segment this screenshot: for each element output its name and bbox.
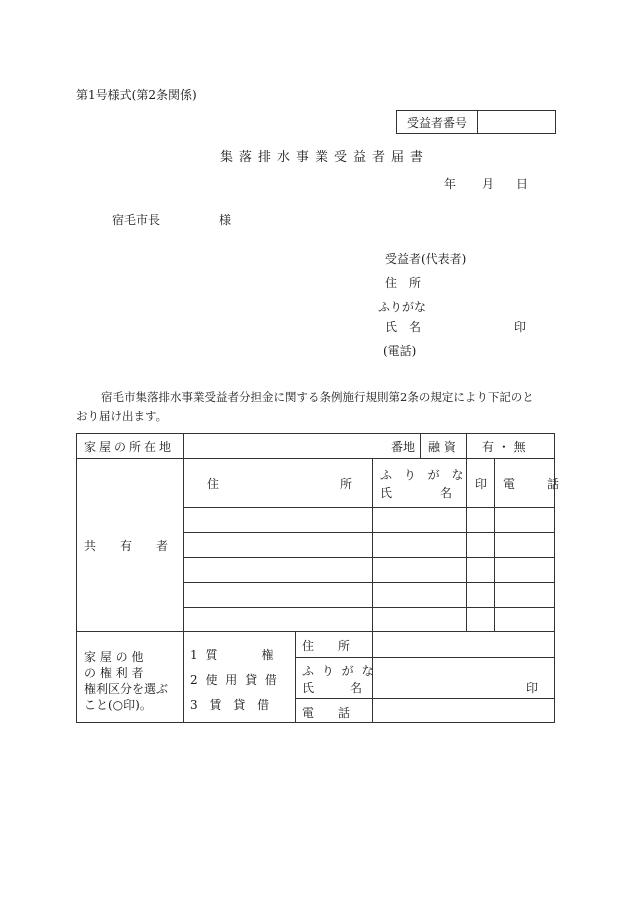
finance-value[interactable]: 有 ・ 無 bbox=[482, 440, 526, 454]
other-phone-label: 電 話 bbox=[302, 706, 351, 720]
applicant-phone-label: (電話) bbox=[383, 344, 417, 358]
applicant-name-label: 氏 名 bbox=[385, 320, 422, 334]
date-day: 日 bbox=[516, 177, 529, 191]
other-rights-label-2: の 権 利 者 bbox=[84, 666, 144, 680]
right-option-1[interactable]: 1 質 権 bbox=[190, 648, 276, 662]
col-address-label: 住 bbox=[207, 477, 220, 491]
applicant-seal: 印 bbox=[514, 320, 527, 334]
lot-label: 番地 bbox=[391, 440, 416, 454]
addressee-name: 宿毛市長 bbox=[112, 213, 161, 227]
beneficiary-number-label: 受益者番号 bbox=[397, 111, 478, 133]
form-id: 第1号様式(第2条関係) bbox=[76, 88, 197, 102]
other-address-label: 住 所 bbox=[302, 639, 351, 653]
other-seal: 印 bbox=[526, 681, 539, 695]
col-seal-label: 印 bbox=[475, 477, 488, 491]
applicant-address-label: 住 所 bbox=[385, 276, 422, 290]
other-rights-label-3: 権利区分を選ぶ bbox=[84, 682, 169, 696]
body-text-line2: おり届け出ます。 bbox=[76, 409, 168, 423]
other-furigana-label: ふ り が な bbox=[302, 664, 376, 678]
date-year: 年 bbox=[444, 177, 457, 191]
addressee-honorific: 様 bbox=[219, 213, 232, 227]
date-month: 月 bbox=[482, 177, 495, 191]
body-text-line1: 宿毛市集落排水事業受益者分担金に関する条例施行規則第2条の規定により下記のと bbox=[101, 390, 534, 404]
co-owner-label: 共 有 者 bbox=[84, 539, 169, 553]
col-furigana-label: ふ り が な bbox=[380, 468, 468, 482]
applicant-heading: 受益者(代表者) bbox=[385, 252, 467, 266]
other-name-label: 氏 名 bbox=[302, 681, 363, 695]
right-option-3[interactable]: 3 賃 貸 借 bbox=[190, 698, 274, 712]
col-phone-label: 電 話 bbox=[503, 477, 570, 491]
other-rights-label-1: 家 屋 の 他 bbox=[84, 650, 144, 664]
right-option-2[interactable]: 2 使 用 貸 借 bbox=[190, 673, 279, 687]
form-title: 集落排水事業受益者届書 bbox=[220, 150, 430, 165]
applicant-furigana-label: ふりがな bbox=[378, 300, 427, 314]
house-location-label: 家屋の所在地 bbox=[84, 440, 175, 454]
col-address-label-2: 所 bbox=[340, 477, 353, 491]
house-location-field[interactable] bbox=[186, 436, 386, 456]
finance-label: 融 資 bbox=[428, 440, 456, 454]
col-name-label: 氏 名 bbox=[380, 486, 453, 500]
other-rights-label-4: こと(○印)。 bbox=[84, 698, 152, 712]
